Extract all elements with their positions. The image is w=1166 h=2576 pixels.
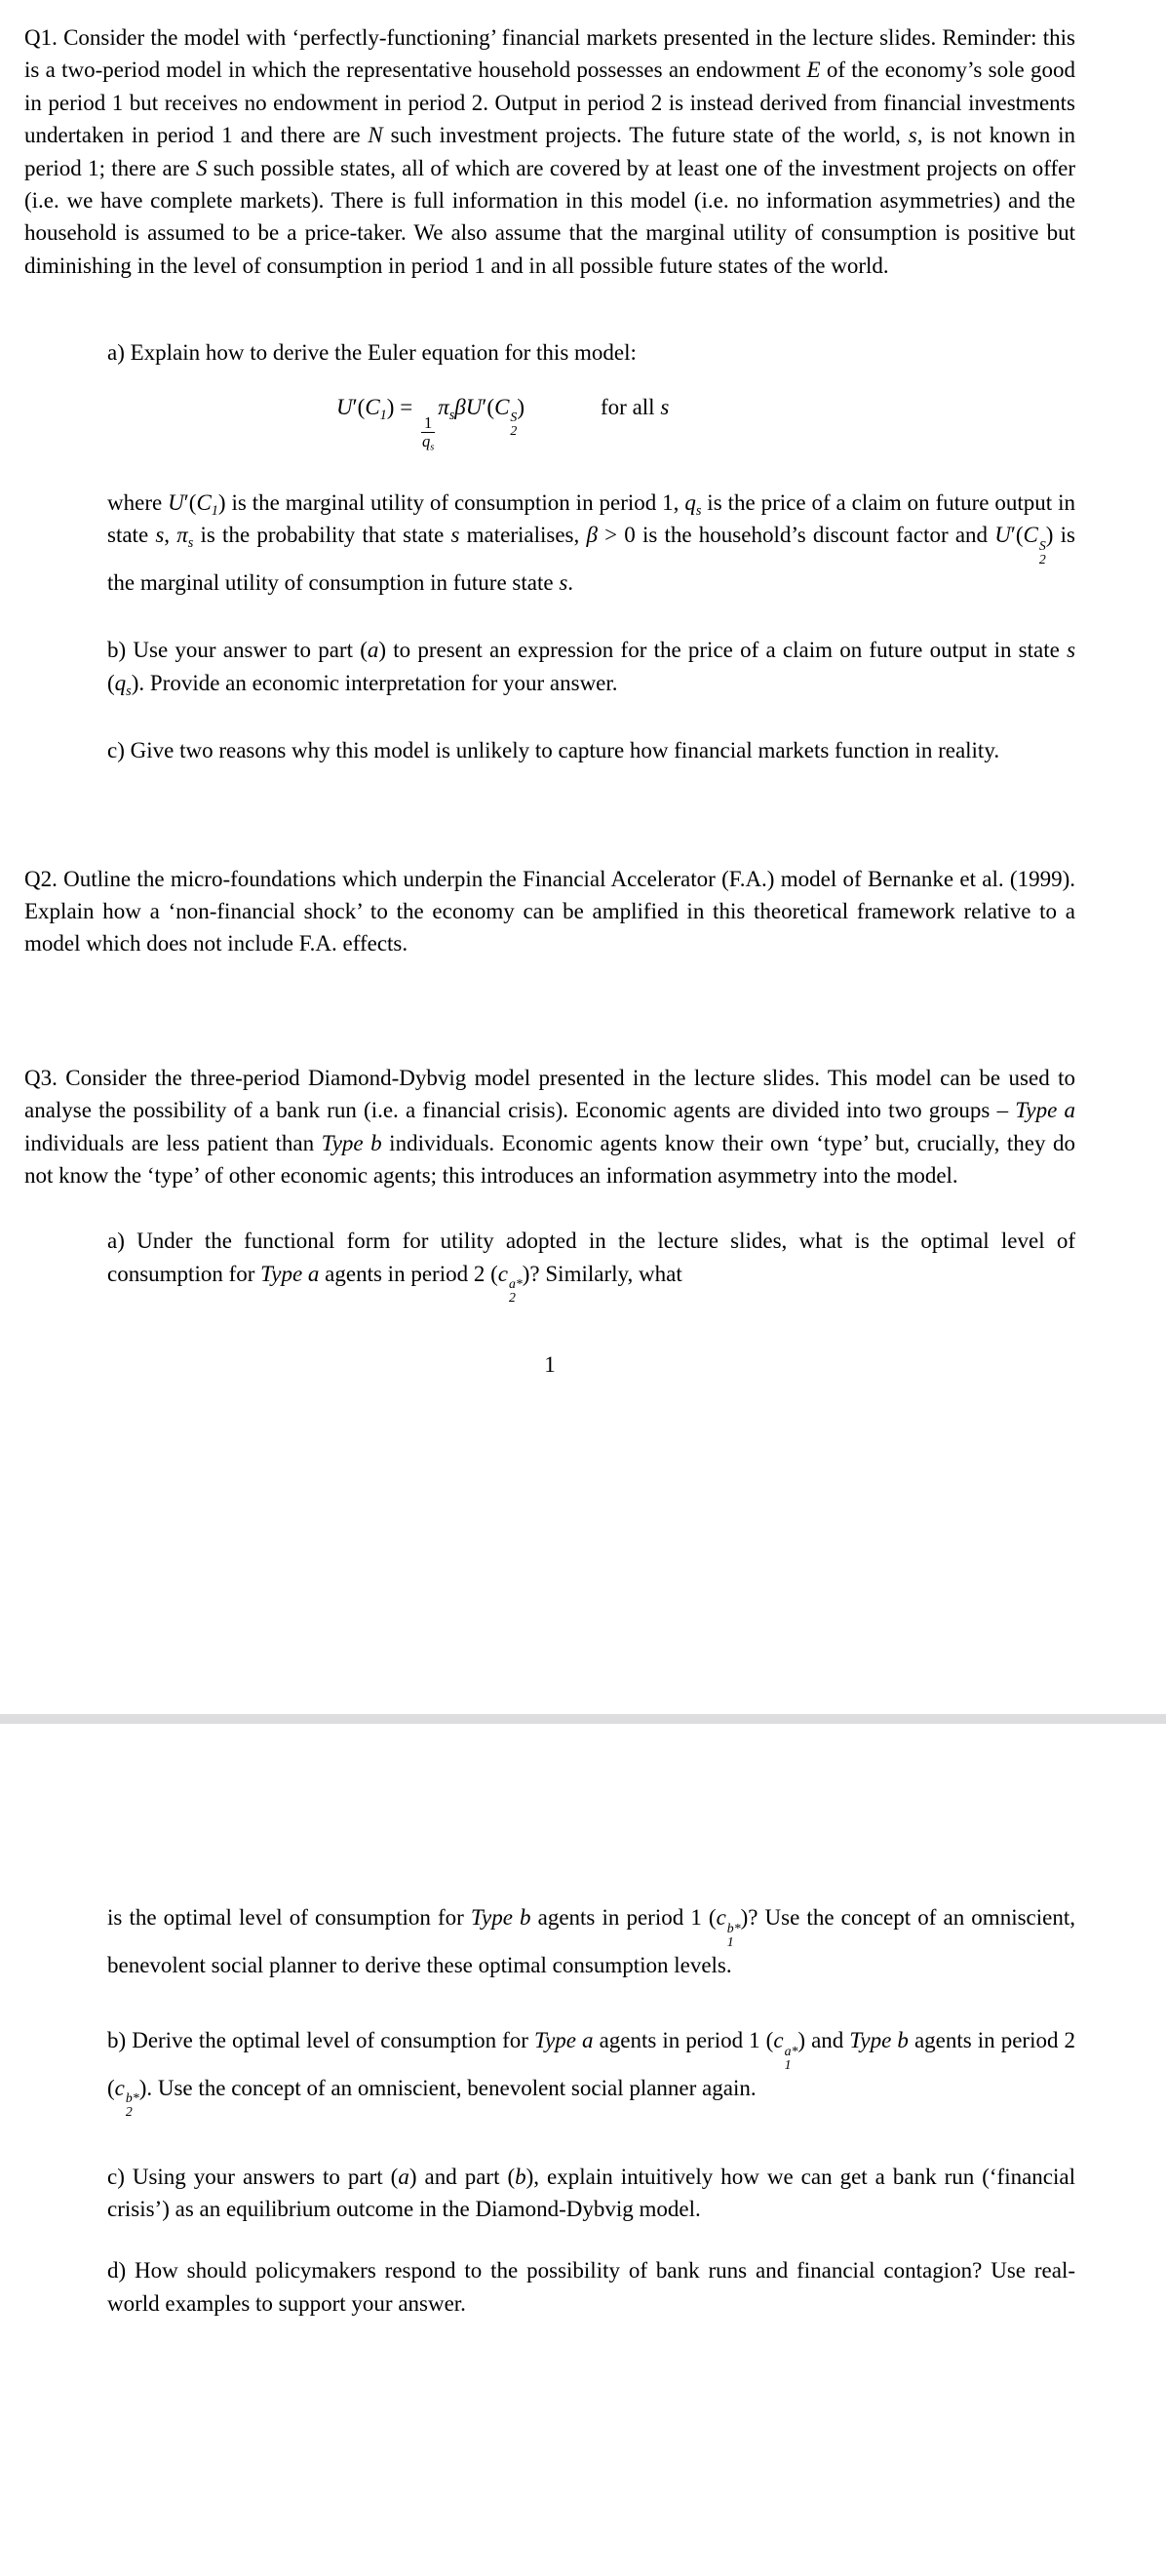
q1-intro-paragraph: Q1. Consider the model with ‘perfectly-functioning’ financial markets presented in the lecture slides. Reminder: this is a two-period model in which the representative household possesses an endowment E of the economy’s sole good in period 1 but receives no endowment in period 2. Output in period 2 is instead derived from financial investments undertaken in period 1 and there are N such investment projects. The future state of the world, s, is not known in period 1; there are S such possible states, all of which are covered by at least one of the investment projects on offer (i.e. we have complete markets). There is full information in this model (i.e. no information asymmetries) and the household is assumed to be a price-taker. We also assume that the marginal utility of consumption is positive but diminishing in the level of consumption in period 1 and in all possible future states of the world. — [24, 25, 1076, 278]
q3-part-d: d) How should policymakers respond to the possibility of bank runs and financial contagion? Use real-world examples to support your answer. — [107, 2258, 1075, 2316]
page-separator — [0, 1714, 1166, 1724]
q3-part-a-continuation: is the optimal level of consumption for Type b agents in period 1 (c b* 1 )? Use the concept of an omniscient, benevolent social planner to derive these optimal consumption levels. — [107, 1905, 1075, 1977]
q1-part-a: a) Explain how to derive the Euler equation for this model: — [107, 340, 637, 366]
q1-part-b: b) Use your answer to part (a) to present an expression for the price of a claim on future output in state s $(q_s)$. Provide an economic interpretation for your answer. — [107, 638, 1076, 699]
q1-part-c: c) Give two reasons why this model is unlikely to capture how financial markets function in reality. — [107, 738, 1000, 763]
q1-notation-explanation: where $U'(C_1)$ is the marginal utility of consumption in period 1, $q_s$ is the price of a claim on future output in state s, $\pi_s$ is the probability that state s materialises, β > 0 is the household’s discount factor and U′(C S 2 ) is the marginal utility of consumption in future state s. — [107, 489, 1075, 595]
q2-paragraph: Q2. Outline the micro-foundations which underpin the Financial Accelerator (F.A.) model of Bernanke et al. (1999). Explain how a ‘non-financial shock’ to the economy can be amplified in this theoretical framework relative to a model which does not include F.A. effects. — [24, 866, 1075, 956]
document-page-2 — [0, 1724, 1166, 2576]
q3-part-b: b) Derive the optimal level of consumption for Type a agents in period 1 (c a* 1 ) and Type b agents in period 2 (c b* 2 ). Use the concept of an omniscient, benevolent social planner again. — [107, 2028, 1075, 2120]
euler-equation — [336, 391, 1075, 451]
euler-equation-qualifier: for all s — [601, 394, 670, 419]
q3-part-c: c) Using your answers to part (a) and part (b), explain intuitively how we can get a bank run (‘financial crisis’) as an equilibrium outcome in the Diamond-Dybvig model. — [107, 2164, 1075, 2221]
q3-part-a: a) Under the functional form for utility adopted in the lecture slides, what is the optimal level of consumption for Type a agents in period 2 (c a* 2 )? Similarly, what — [107, 1229, 1075, 1306]
page-number: 1 — [544, 1351, 556, 1377]
euler-equation-expression: $U'(C_1)$ = $\frac{1}{q_s}$ $\pi_s\beta U'(C$ S 2 ) — [336, 394, 525, 453]
q3-intro-paragraph: Q3. Consider the three-period Diamond-Dybvig model presented in the lecture slides. This model can be used to analyse the possibility of a bank run (i.e. a financial crisis). Economic agents are divided into two groups – Type a individuals are less patient than Type b individuals. Economic agents know their own ‘type’ but, crucially, they do not know the ‘type’ of other economic agents; this introduces an information asymmetry into the model. — [24, 1065, 1075, 1188]
